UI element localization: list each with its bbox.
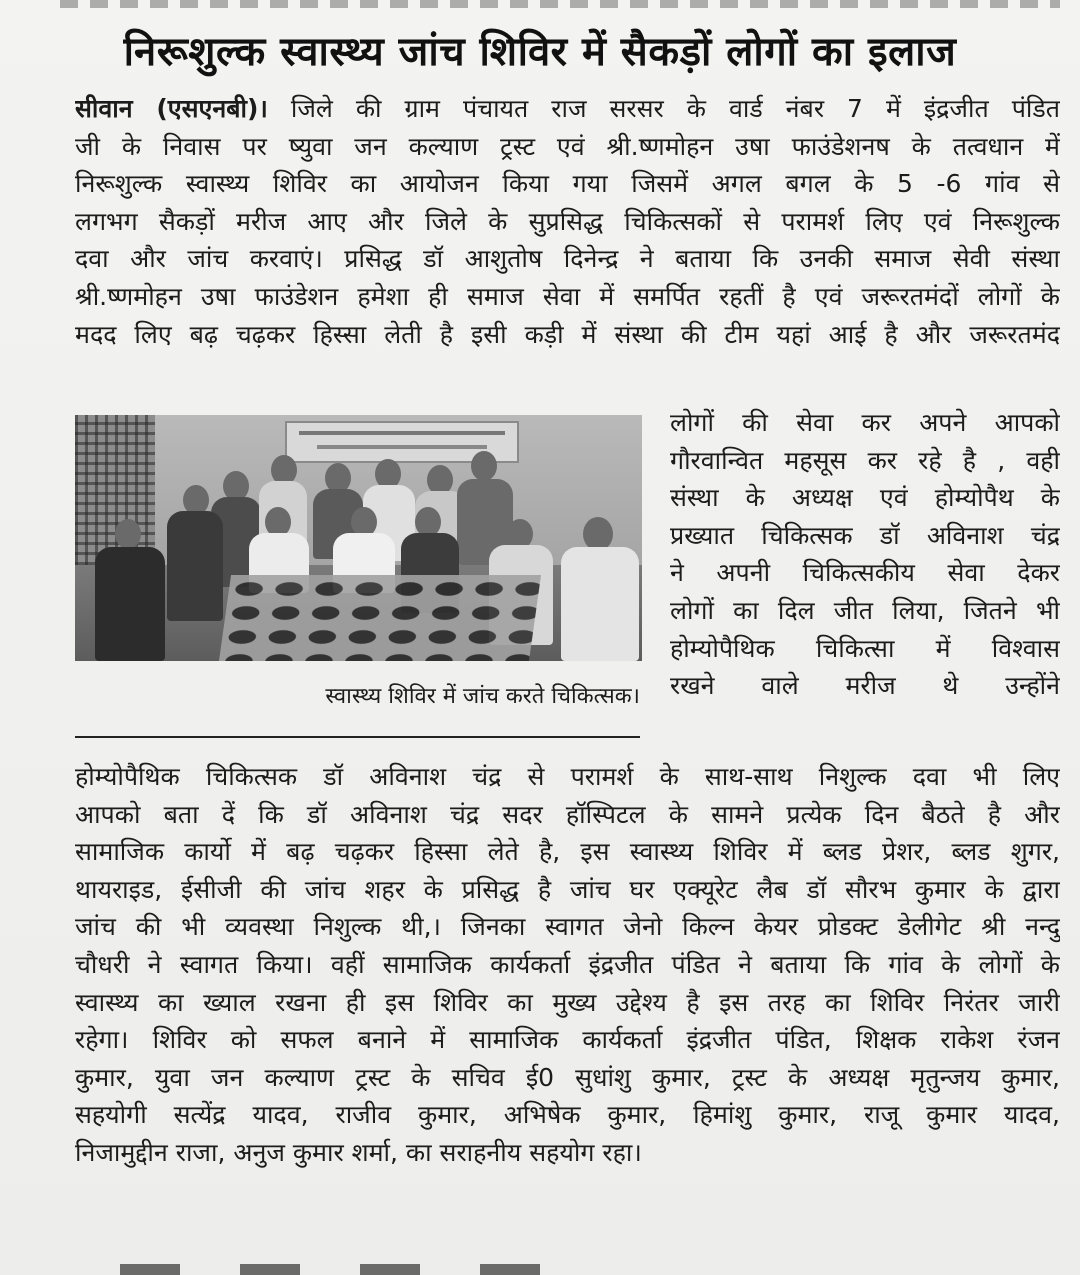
- side-line-5: लोगों का दिल जीत लिया, जितने भी: [670, 595, 1060, 625]
- photo-person: [583, 517, 613, 551]
- intro-line-0: [75, 90, 1060, 128]
- body-line-9: सहयोगी सत्येंद्र यादव, राजीव कुमार, अभिषेक कुमार, हिमांशु कुमार, राजू कुमार यादव,: [75, 1100, 1060, 1130]
- next-article-bleed: [120, 1264, 540, 1275]
- intro-paragraph: [75, 90, 1060, 353]
- photo-caption: स्वास्थ्य शिविर में जांच करते चिकित्सक।: [325, 684, 640, 709]
- body-line-10: निजामुद्दीन राजा, अनुज कुमार शर्मा, का सराहनीय सहयोग रहा।: [75, 1137, 642, 1167]
- photo-table: [219, 575, 541, 661]
- side-line-3: प्रख्यात चिकित्सक डॉ अविनाश चंद्र: [670, 520, 1060, 550]
- intro-line-5: श्री.ष्णमोहन उषा फाउंडेशन हमेशा ही समाज सेवा में समर्पित रहतीं है एवं जरूरतमंदों लोगों के: [75, 281, 1060, 311]
- intro-line-1: जी के निवास पर ष्युवा जन कल्याण ट्रस्ट एवं श्री.ष्णमोहन उषा फाउंडेशनष के तत्वधान में: [75, 131, 1060, 161]
- intro-line-2: निरूशुल्क स्वास्थ्य शिविर का आयोजन किया गया जिसमें अगल बगल के 5 -6 गांव से: [75, 169, 1060, 199]
- body-line-2: सामाजिक कार्यो में बढ़ चढ़कर हिस्सा लेते है, इस स्वास्थ्य शिविर में ब्लड प्रेशर, ब्लड शुगर,: [75, 837, 1060, 867]
- previous-article-bleed: [60, 0, 1060, 8]
- photo-person-body: [167, 511, 223, 621]
- side-line-4: ने अपनी चिकित्सकीय सेवा देकर: [670, 558, 1060, 588]
- intro-line-0-text: जिले की ग्राम पंचायत राज सरसर के वार्ड नंबर 7 में इंद्रजीत पंडित: [267, 94, 1060, 123]
- intro-line-4: दवा और जांच करवाएं। प्रसिद्ध डॉ आशुतोष दिनेन्द्र ने बताया कि उनकी समाज सेवी संस्था: [75, 244, 1060, 274]
- caption-divider: [75, 736, 640, 738]
- side-line-7: रखने वाले मरीज थे उन्होंने: [670, 671, 1060, 701]
- side-line-2: संस्था के अध्यक्ष एवं होम्योपैथ के: [670, 483, 1060, 513]
- intro-line-3: लगभग सैकड़ों मरीज आए और जिले के सुप्रसिद्ध चिकित्सकों से परामर्श लिए एवं निरूशुल्क: [75, 206, 1060, 236]
- body-line-0: होम्योपैथिक चिकित्सक डॉ अविनाश चंद्र से परामर्श के साथ-साथ निशुल्क दवा भी लिए: [75, 762, 1060, 791]
- news-photo: [75, 415, 642, 661]
- body-line-3: थायराइड, ईसीजी की जांच शहर के प्रसिद्ध है जांच घर एक्यूरेट लैब डॉ सौरभ कुमार के द्वारा: [75, 874, 1060, 904]
- body-paragraph: [75, 758, 1060, 1172]
- body-line-6: स्वास्थ्य का ख्याल रखना ही इस शिविर का मुख्य उद्देश्य है इस तरह का शिविर निरंतर जारी: [75, 987, 1060, 1017]
- photo-window-grille: [75, 415, 155, 565]
- side-line-6: होम्योपैथिक चिकित्सा में विश्वास: [670, 633, 1060, 663]
- body-line-5: चौधरी ने स्वागत किया। वहीं सामाजिक कार्यकर्ता इंद्रजीत पंडित ने बताया कि गांव के लोगों के: [75, 949, 1060, 979]
- headline: निरूशुल्क स्वास्थ्य जांच शिविर में सैकड़ों लोगों का इलाज: [123, 29, 957, 75]
- body-line-8: कुमार, युवा जन कल्याण ट्रस्ट के सचिव ई0 सुधांशु कुमार, ट्रस्ट के अध्यक्ष मृतुन्जय कुमार,: [75, 1062, 1060, 1092]
- photo-person-body: [561, 547, 639, 661]
- body-line-4: जांच की भी व्यवस्था निशुल्क थी,। जिनका स्वागत जेनो किल्न केयर प्रोडक्ट डेलीगेट श्री नन्दु: [75, 912, 1060, 942]
- body-line-1: आपको बता दें कि डॉ अविनाश चंद्र सदर हॉस्पिटल के सामने प्रत्येक दिन बैठते है और: [75, 799, 1060, 829]
- photo-person-body: [95, 547, 165, 661]
- photo-person: [115, 519, 141, 549]
- side-line-1: गौरवान्वित महसूस कर रहे है , वही: [670, 445, 1060, 475]
- intro-line-6: मदद लिए बढ़ चढ़कर हिस्सा लेती है इसी कड़ी में संस्था की टीम यहां आई है और जरूरतमंद: [75, 319, 1060, 349]
- side-line-0: लोगों की सेवा कर अपने आपको: [670, 408, 1060, 437]
- dateline: सीवान (एसएनबी)।: [75, 94, 268, 123]
- body-line-7: रहेगा। शिविर को सफल बनाने में सामाजिक कार्यकर्ता इंद्रजीत पंडित, शिक्षक राकेश रंजन: [75, 1025, 1060, 1055]
- side-column-text: [670, 404, 1060, 705]
- photo-person: [471, 451, 497, 481]
